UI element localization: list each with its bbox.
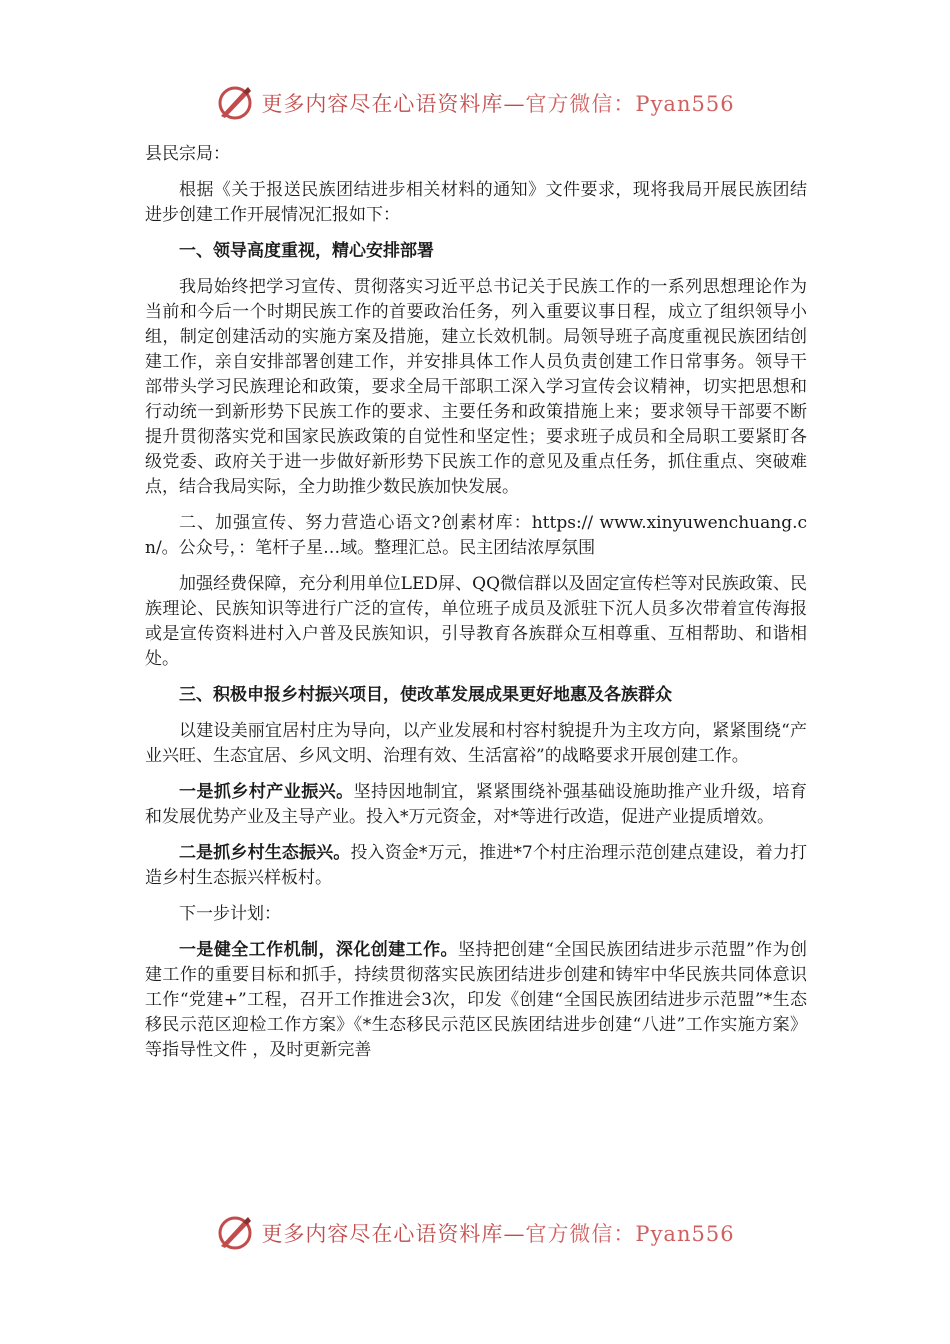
pen-circle-logo-icon bbox=[215, 83, 255, 123]
watermark-text: 更多内容尽在心语资料库—官方微信：Pyan556 bbox=[261, 1222, 735, 1246]
item2-lead: 二是抓乡村生态振兴。 bbox=[179, 843, 351, 863]
document-body bbox=[145, 142, 807, 1074]
intro-paragraph: 根据《关于报送民族团结进步相关材料的通知》文件要求，现将我局开展民族团结进步创建工作开展情况汇报如下： bbox=[145, 180, 807, 225]
item1-body: 坚持因地制宜，紧紧围绕补强基础设施助推产业升级，培育和发展优势产业及主导产业。投入*万元资金，对*等进行改造，促进产业提质增效。 bbox=[145, 782, 808, 827]
item2-body: 投入资金*万元，推进*7个村庄治理示范创建点建设，着力打造乡村生态振兴样板村。 bbox=[145, 843, 807, 888]
header-watermark bbox=[0, 80, 950, 126]
next-plan-label: 下一步计划： bbox=[179, 904, 281, 924]
plan1-body: 坚持把创建“全国民族团结进步示范盟”作为创建工作的重要目标和抓手，持续贯彻落实民族团结进步创建和铸牢中华民族共同体意识工作“党建+”工程，召开工作推进会3次，印发《创建“全国民族团结进步示范盟”*生态移民示范区迎检工作方案》《*生态移民示范区民族团结进步创建“八进”工作实施方案》等指导性文件 ，及时更新完善 bbox=[145, 940, 807, 1060]
pen-circle-logo-icon bbox=[215, 1213, 255, 1253]
section3-heading: 三、积极申报乡村振兴项目，使改革发展成果更好地惠及各族群众 bbox=[179, 685, 672, 705]
section2-heading: 二、加强宣传、努力营造心语文?创素材库：https:// www.xinyuwenchuang.cn/。公众号，：笔杆子星…域。整理汇总。民主团结浓厚氛围 bbox=[145, 513, 807, 558]
item1-paragraph bbox=[145, 780, 807, 830]
plan1-paragraph bbox=[145, 938, 807, 1063]
section1-paragraph: 我局始终把学习宣传、贯彻落实习近平总书记关于民族工作的一系列思想理论作为当前和今后一个时期民族工作的首要政治任务，列入重要议事日程，成立了组织领导小组，制定创建活动的实施方案及措施，建立长效机制。局领导班子高度重视民族团结创建工作，亲自安排部署创建工作，并安排具体工作人员负责创建工作日常事务。领导干部带头学习民族理论和政策，要求全局干部职工深入学习宣传会议精神，切实把思想和行动统一到新形势下民族工作的要求、主要任务和政策措施上来；要求领导干部要不断提升贯彻落实党和国家民族政策的自觉性和坚定性；要求班子成员和全局职工要紧盯各级党委、政府关于进一步做好新形势下民族工作的意见及重点任务，抓住重点、突破难点，结合我局实际，全力助推少数民族加快发展。 bbox=[145, 277, 807, 497]
section2-paragraph: 加强经费保障，充分利用单位LED屏、QQ微信群以及固定宣传栏等对民族政策、民族理论、民族知识等进行广泛的宣传，单位班子成员及派驻下沉人员多次带着宣传海报或是宣传资料进村入户普及民族知识，引导教育各族群众互相尊重、互相帮助、和谐相处。 bbox=[145, 574, 807, 669]
footer-watermark bbox=[0, 1210, 950, 1256]
item1-lead: 一是抓乡村产业振兴。 bbox=[179, 782, 354, 802]
section3-paragraph: 以建设美丽宜居村庄为导向，以产业发展和村容村貌提升为主攻方向，紧紧围绕“产业兴旺、生态宜居、乡风文明、治理有效、生活富裕”的战略要求开展创建工作。 bbox=[145, 721, 807, 766]
section1-heading: 一、领导高度重视，精心安排部署 bbox=[179, 241, 434, 261]
plan1-lead: 一是健全工作机制，深化创建工作。 bbox=[179, 940, 458, 960]
item2-paragraph bbox=[145, 841, 807, 891]
salutation: 县民宗局： bbox=[145, 144, 230, 164]
watermark-text: 更多内容尽在心语资料库—官方微信：Pyan556 bbox=[261, 92, 735, 116]
